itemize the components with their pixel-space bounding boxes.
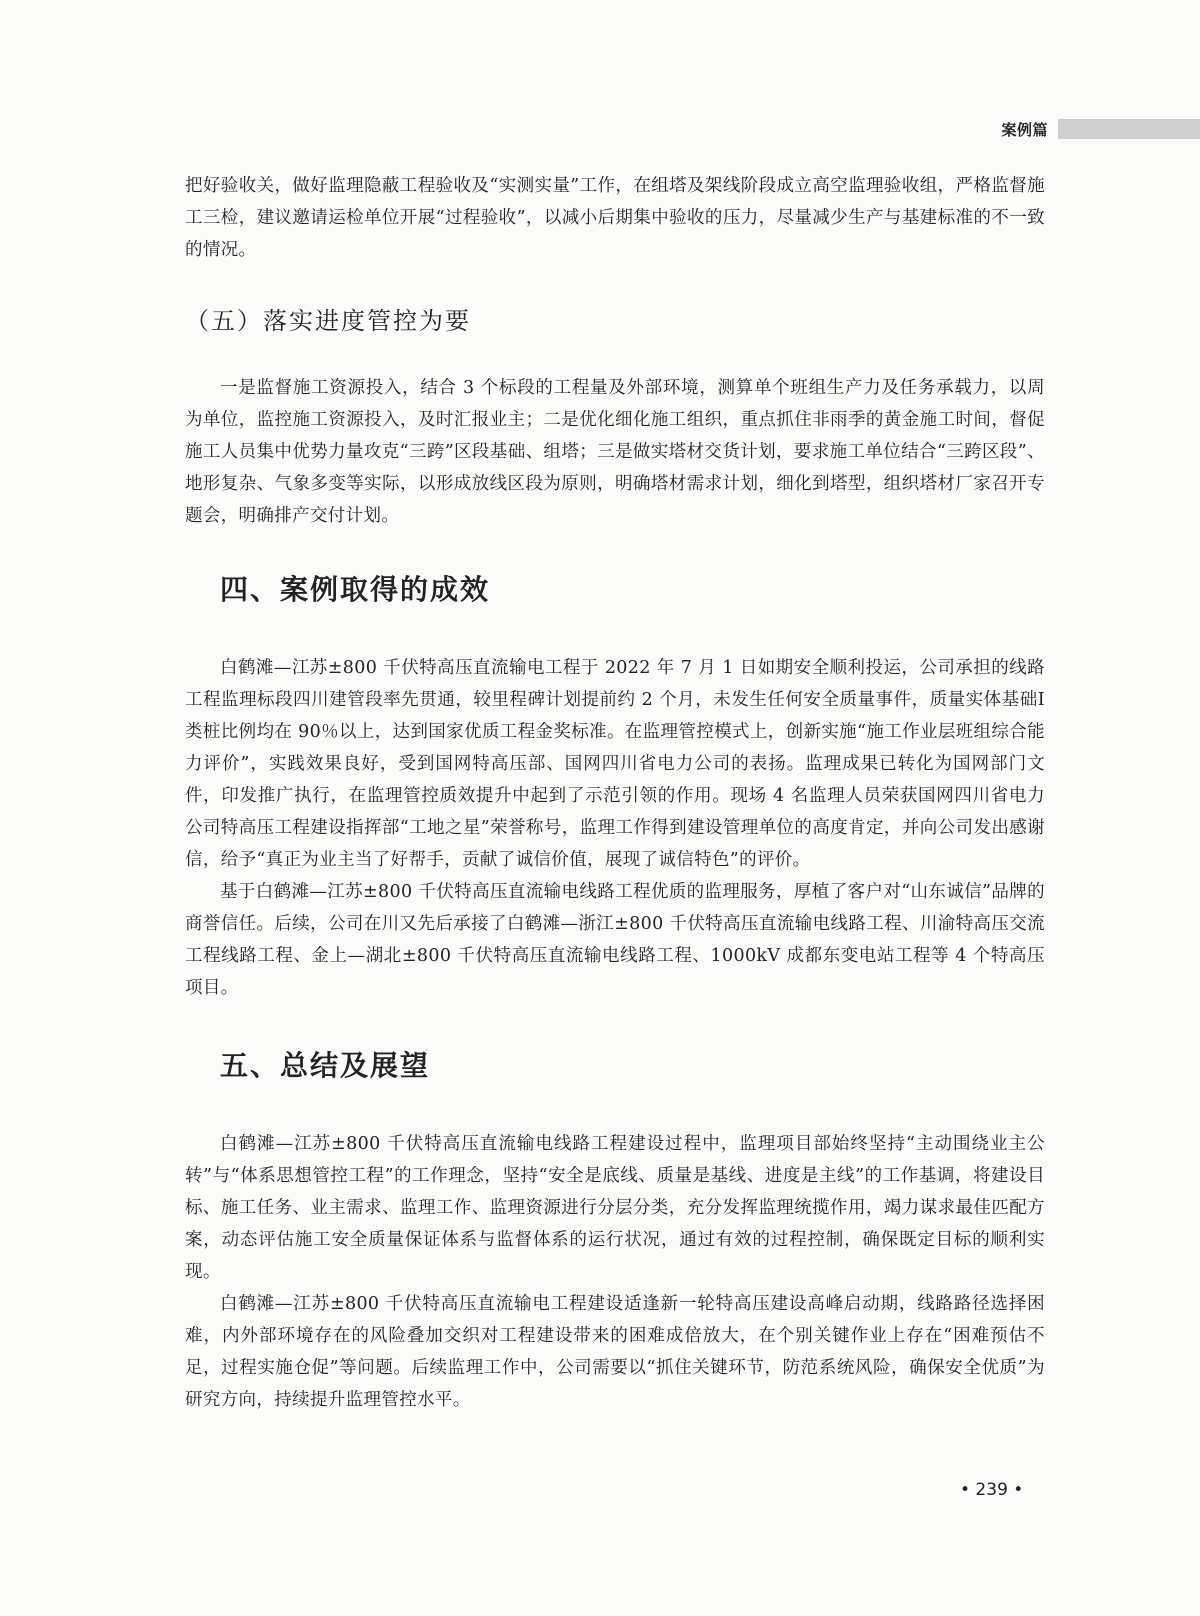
page-number: • 239 •	[960, 1480, 1024, 1500]
section-heading-results: 四、案例取得的成效	[220, 573, 491, 606]
paragraph-results: 白鹤滩—江苏±800 千伏特高压直流输电工程于 2022 年 7 月 1 日如期安全顺利投运，公司承担的线路工程监理标段四川建管段率先贯通，较里程碑计划提前约 2 个月，未发生任何安全质量事件，质量实体基础Ⅰ类桩比例均在 90％以上，达到国家优质工程金奖标准。在监理管控模式上，创新实施“施工作业层班组综合能力评价”，实践效果良好，受到国网特高压部、国网四川省电力公司的表扬。监理成果已转化为国网部门文件，印发推广执行，在监理管控质效提升中起到了示范引领的作用。现场 4 名监理人员荣获国网四川省电力公司特高压工程建设指挥部“工地之星”荣誉称号，监理工作得到建设管理单位的高度肯定，并向公司发出感谢信，给予“真正为业主当了好帮手，贡献了诚信价值，展现了诚信特色”的评价。	[185, 658, 1045, 870]
section-heading-summary-outlook: 五、总结及展望	[220, 1049, 431, 1082]
paragraph-follow-up-projects: 基于白鹤滩—江苏±800 千伏特高压直流输电线路工程优质的监理服务，厚植了客户对“山东诚信”品牌的商誉信任。后续，公司在川又先后承接了白鹤滩—浙江±800 千伏特高压直流输电线路工程、川渝特高压交流工程线路工程、金上—湖北±800 千伏特高压直流输电线路工程、1000kV 成都东变电站工程等 4 个特高压项目。	[185, 882, 1045, 998]
page-body	[185, 170, 1045, 1416]
subsection-heading-schedule-control: （五）落实进度管控为要	[185, 307, 471, 335]
running-header	[1001, 118, 1200, 140]
paragraph-schedule-control: 一是监督施工资源投入，结合 3 个标段的工程量及外部环境，测算单个班组生产力及任务承载力，以周为单位，监控施工资源投入，及时汇报业主；二是优化细化施工组织，重点抓住非雨季的黄金施工时间，督促施工人员集中优势力量攻克“三跨”区段基础、组塔；三是做实塔材交货计划，要求施工单位结合“三跨区段”、地形复杂、气象多变等实际，以形成放线区段为原则，明确塔材需求计划，细化到塔型，组织塔材厂家召开专题会，明确排产交付计划。	[185, 378, 1045, 526]
running-header-bar	[1058, 119, 1200, 139]
paragraph-summary: 白鹤滩—江苏±800 千伏特高压直流输电线路工程建设过程中，监理项目部始终坚持“主动围绕业主公转”与“体系思想管控工程”的工作理念，坚持“安全是底线、质量是基线、进度是主线”的工作基调，将建设目标、施工任务、业主需求、监理工作、监理资源进行分层分类，充分发挥监理统揽作用，竭力谋求最佳匹配方案，动态评估施工安全质量保证体系与监督体系的运行状况，通过有效的过程控制，确保既定目标的顺利实现。	[185, 1134, 1045, 1282]
running-header-label: 案例篇	[1001, 120, 1048, 139]
paragraph-outlook: 白鹤滩—江苏±800 千伏特高压直流输电工程建设适逢新一轮特高压建设高峰启动期，线路路径选择困难，内外部环境存在的风险叠加交织对工程建设带来的困难成倍放大，在个别关键作业上存在“困难预估不足，过程实施仓促”等问题。后续监理工作中，公司需要以“抓住关键环节，防范系统风险，确保安全优质”为研究方向，持续提升监理管控水平。	[185, 1294, 1045, 1410]
paragraph-acceptance-continuation: 把好验收关，做好监理隐蔽工程验收及“实测实量”工作，在组塔及架线阶段成立高空监理验收组，严格监督施工三检，建议邀请运检单位开展“过程验收”，以减小后期集中验收的压力，尽量减少生产与基建标准的不一致的情况。	[185, 176, 1045, 260]
